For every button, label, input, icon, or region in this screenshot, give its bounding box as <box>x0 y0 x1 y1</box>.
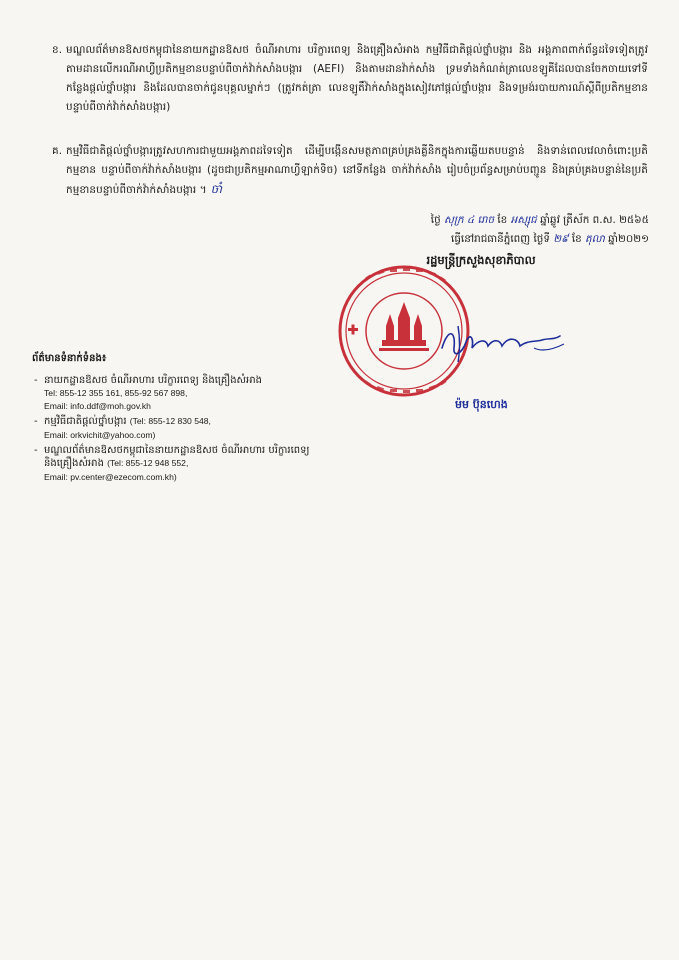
contact-label-cont: និងគ្រឿងសំអាង <box>44 458 104 469</box>
date-block <box>289 211 649 249</box>
lunar-year: ឆ្នាំឆ្លូវ ត្រីស័ក ព.ស. ២៥៦៥ <box>540 214 649 226</box>
paragraph-ko <box>52 142 648 200</box>
paragraph-marker: គ. <box>52 145 63 157</box>
contact-label: មណ្ឌលព័ត៌មានឱសថកម្ពុជានៃនាយកដ្ឋានឱសថ ចំណីអាហារ បរិក្ខារពេទ្យ <box>44 444 310 456</box>
contact-item <box>32 374 352 414</box>
contact-info <box>32 352 352 486</box>
signatory-title: រដ្ឋមន្ត្រីក្រសួងសុខាភិបាល <box>426 253 536 267</box>
solar-date-line <box>289 230 649 249</box>
paragraph-marker: ខ. <box>52 44 63 56</box>
contact-phone: (Tel: 855-12 948 552, <box>107 458 189 468</box>
solar-day-handwritten: ២៩ <box>553 233 569 245</box>
solar-prefix: ធ្វើនៅរាជធានីភ្នំពេញ ថ្ងៃទី <box>451 233 550 245</box>
contact-heading: ព័ត៌មានទំនាក់ទំនង៖ <box>32 353 107 364</box>
contact-phone: (Tel: 855-12 830 548, <box>129 416 211 426</box>
contact-item <box>32 415 352 442</box>
lunar-month-label: ខែ <box>497 214 508 226</box>
contact-phone: Tel: 855-12 355 161, 855-92 567 898, <box>44 388 188 398</box>
paragraph-body: កម្មវិធីជាតិផ្តល់ថ្នាំបង្ការត្រូវសហការជាមួយអង្គភាពដទៃទៀត ដើម្បីបង្កើនសមត្ថភាពគ្រប់គ្រងគ្លីនិកក្នុងការឆ្លើយតបបន្ទាន់ និងទាន់ពេលវេលាចំពោះប្រតិកម្មខាន បន្ទាប់ពីចាក់វ៉ាក់សាំងបង្ការ (ដូចជាប្រតិកម្មអាណាហ្វីឡាក់ទិច) នៅទីកន្លែង ចាក់វ៉ាក់សាំង រៀបចំប្រព័ន្ធសម្រាប់បញ្ជូន និងគ្រប់គ្រងបន្ទាន់នៃប្រតិកម្មខានបន្ទាប់ពីចាក់វ៉ាក់សាំងបង្ការ ។ <box>66 145 648 196</box>
signer-name: ម៉ម ប៊ុនហេង <box>455 398 508 411</box>
paragraph-kho <box>52 41 648 117</box>
contact-item <box>32 444 352 484</box>
signature-mark <box>438 318 568 364</box>
contact-list <box>32 374 352 484</box>
contact-label: កម្មវិធីជាតិផ្តល់ថ្នាំបង្ការ <box>44 416 127 427</box>
paragraph-text <box>66 142 648 200</box>
contact-email: Email: info.ddf@moh.gov.kh <box>44 401 151 411</box>
lunar-day-handwritten: សុក្រ ៤ រោច <box>444 214 495 226</box>
contact-email: Email: pv.center@ezecom.com.kh) <box>44 471 177 482</box>
lunar-prefix: ថ្ងៃ <box>430 214 441 226</box>
contact-email: Email: orkvichit@yahoo.com) <box>44 429 156 440</box>
lunar-month-handwritten: អស្សុជ <box>510 214 537 226</box>
solar-year: ឆ្នាំ២០២១ <box>608 233 649 245</box>
paragraph-text: មណ្ឌលព័ត៌មានឱសថកម្ពុជានៃនាយកដ្ឋានឱសថ ចំណីអាហារ បរិក្ខារពេទ្យ និងគ្រឿងសំអាង កម្មវិធីជាតិផ្តល់ថ្នាំបង្ការ និង អង្គភាពពាក់ព័ន្ធដទៃទៀតត្រូវតាមដានលើករណីអាហ្វីប្រតិកម្មខានបន្ទាប់ពីចាក់វ៉ាក់សាំងបង្ការ (AEFI) និងតាមដានវ៉ាក់សាំង ទ្រមទាំងកំណត់ត្រាលេខឡូគីដែលបានចែកចាយទៅទីកន្លែងផ្តល់ថ្នាំបង្ការ និងដែលបានចាក់ជូនបុគ្គលម្នាក់ៗ (ត្រូវកត់ត្រា លេខឡូតិ៍វ៉ាក់សាំងក្នុងសៀវភៅផ្តល់ថ្នាំបង្ការ និងទម្រង់របាយការណ៍ស្តីពីប្រតិកម្មខាន បន្ទាប់ពីចាក់វ៉ាក់សាំងបង្ការ) <box>66 44 648 113</box>
lunar-date-line <box>289 211 649 230</box>
solar-month-handwritten: តុលា <box>585 233 605 245</box>
contact-label: នាយកដ្ឋានឱសថ ចំណីអាហារ បរិក្ខារពេទ្យ និងគ្រឿងសំអាង <box>44 374 262 386</box>
handwritten-initial: ចាំ <box>210 182 223 196</box>
solar-month-label: ខែ <box>571 233 582 245</box>
